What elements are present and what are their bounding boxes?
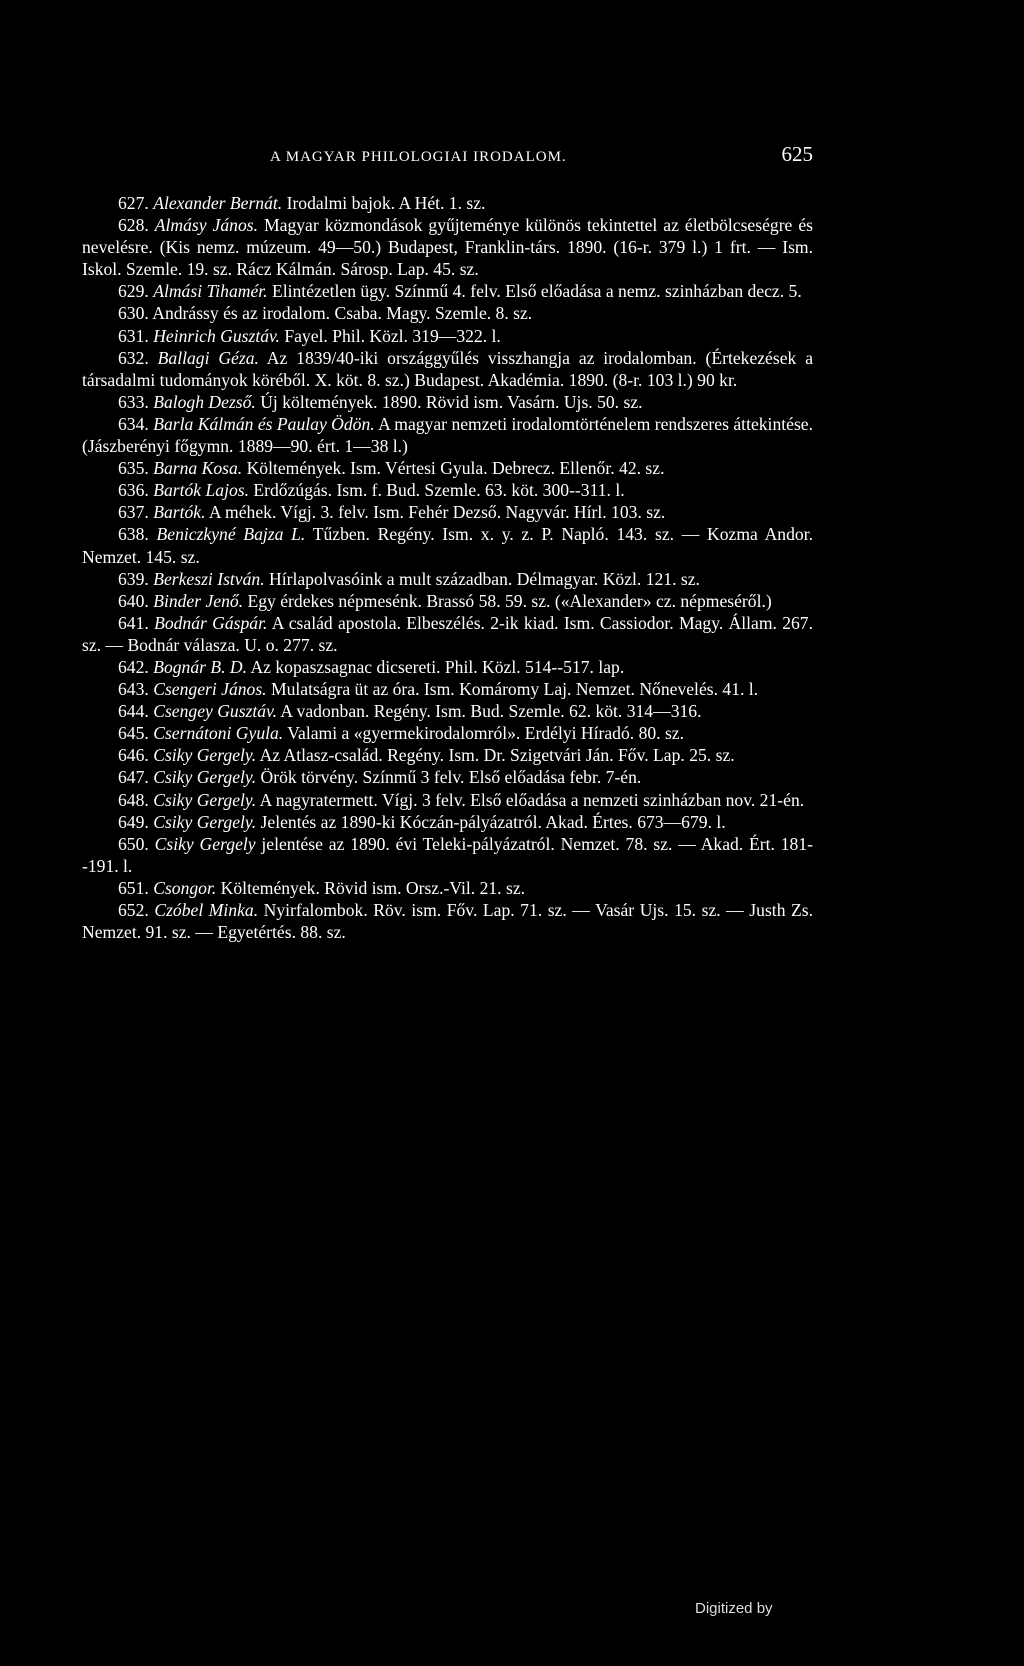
bibliography-entry	[82, 479, 813, 501]
page-number: 625	[781, 142, 813, 166]
entry-author: Almási Tihamér.	[153, 281, 268, 302]
entry-author: Barna Kosa.	[153, 458, 243, 479]
entry-description: Költemények. Rövid ism. Orsz.-Vil. 21. sz.	[216, 877, 526, 898]
running-head	[270, 142, 813, 167]
entry-description: Az kopaszsagnac dicsereti. Phil. Közl. 514--517. lap.	[247, 656, 625, 677]
entry-author: Csiky Gergely.	[153, 811, 257, 832]
entry-number: 629.	[118, 281, 149, 302]
entry-author: Almásy János.	[154, 215, 259, 236]
entry-author: Csongor.	[153, 877, 217, 898]
entry-number: 627.	[118, 193, 149, 213]
bibliography-entry	[82, 877, 813, 899]
bibliography-list	[82, 192, 813, 943]
bibliography-entry	[82, 744, 813, 766]
running-title: A MAGYAR PHILOLOGIAI IRODALOM.	[270, 149, 567, 165]
entry-author: Alexander Bernát.	[153, 193, 283, 213]
bibliography-entry	[82, 192, 813, 214]
entry-number: 645.	[118, 723, 149, 744]
bibliography-entry	[82, 568, 813, 590]
entry-description: Új költemények. 1890. Rövid ism. Vasárn. Ujs. 50. sz.	[255, 391, 643, 412]
bibliography-entry	[82, 656, 813, 678]
bibliography-entry	[82, 214, 813, 280]
entry-author: Csiky Gergely	[154, 833, 256, 854]
entry-author: Barla Kálmán és Paulay Ödön.	[153, 413, 375, 434]
bibliography-entry	[82, 789, 813, 811]
entry-author: Binder Jenő.	[153, 590, 244, 611]
entry-number: 648.	[118, 789, 149, 810]
entry-number: 641.	[118, 612, 149, 633]
entry-number: 642.	[118, 656, 149, 677]
entry-number: 639.	[118, 568, 149, 589]
entry-number: 643.	[118, 679, 149, 700]
bibliography-entry	[82, 590, 813, 612]
entry-number: 646.	[118, 745, 149, 766]
entry-description: A nagyratermett. Vígj. 3 felv. Első előadása a nemzeti szinházban nov. 21-én.	[256, 789, 805, 810]
entry-number: 630.	[118, 303, 149, 324]
entry-author: Bartók Lajos.	[153, 480, 249, 501]
entry-description: Magyar közmondások gyűjteménye különös tekintettel az életbölcseségre és nevelésre. (Kis nemz. múzeum. 49—50.) Budapest, Franklin-társ. 1890. (16-r. 379 l.) 1 frt. — Ism. Iskol. Szemle. 19. sz. Rácz Kálmán. Sárosp. Lap. 45. sz.	[82, 215, 813, 280]
entry-description: Tűzben. Regény. Ism. x. y. z. P. Napló. 143. sz. — Kozma Andor. Nemzet. 145. sz.	[82, 524, 813, 567]
entry-description: Valami a «gyermekirodalomról». Erdélyi Híradó. 80. sz.	[283, 723, 685, 744]
entry-description: Hírlapolvasóink a mult században. Délmagyar. Közl. 121. sz.	[264, 568, 700, 589]
entry-number: 638.	[118, 524, 149, 545]
entry-description: Az Atlasz-család. Regény. Ism. Dr. Szigetvári Ján. Főv. Lap. 25. sz.	[256, 745, 735, 766]
bibliography-entry	[82, 523, 813, 567]
entry-number: 647.	[118, 767, 149, 788]
entry-description: A vadonban. Regény. Ism. Bud. Szemle. 62. köt. 314—316.	[277, 701, 702, 722]
entry-description: jelentése az 1890. évi Teleki-pályázatról. Nemzet. 78. sz. — Akad. Ért. 181--191. l.	[82, 833, 814, 876]
entry-author: Bognár B. D.	[153, 656, 248, 677]
entry-author: Bartók.	[153, 502, 206, 523]
entry-description: Egy érdekes népmesénk. Brassó 58. 59. sz. («Alexander» cz. népmeséről.)	[243, 590, 772, 611]
entry-description: Erdőzúgás. Ism. f. Bud. Szemle. 63. köt. 300--311. l.	[249, 480, 625, 501]
entry-number: 650.	[118, 833, 149, 854]
bibliography-entry	[82, 811, 813, 833]
entry-number: 651.	[118, 877, 149, 898]
bibliography-entry	[82, 833, 813, 877]
entry-description: Örök törvény. Színmű 3 felv. Első előadása febr. 7-én.	[256, 767, 642, 788]
entry-author: Csengeri János.	[153, 679, 267, 700]
entry-author: Csiky Gergely.	[153, 745, 257, 766]
entry-description: Andrássy és az irodalom. Csaba. Magy. Szemle. 8. sz.	[152, 303, 533, 324]
entry-author: Csiky Gergely.	[153, 789, 257, 810]
entry-author: Csernátoni Gyula.	[153, 723, 284, 744]
entry-description: Az 1839/40-iki országgyűlés visszhangja az irodalomban. (Értekezések a társadalmi tudományok köréből. X. köt. 8. sz.) Budapest. Akadémia. 1890. (8-r. 103 l.) 90 kr.	[82, 347, 813, 390]
entry-description: Költemények. Ism. Vértesi Gyula. Debrecz. Ellenőr. 42. sz.	[242, 458, 665, 479]
entry-author: Czóbel Minka.	[154, 900, 259, 920]
entry-description: Elintézetlen ügy. Színmű 4. felv. Első előadása a nemz. szinházban decz. 5.	[267, 281, 802, 302]
entry-author: Bodnár Gáspár.	[154, 612, 268, 633]
entry-number: 634.	[118, 413, 149, 434]
entry-description: A magyar nemzeti irodalomtörténelem rendszeres áttekintése. (Jászberényi főgymn. 1889—90. ért. 1—38 l.)	[82, 413, 813, 457]
entry-author: Berkeszi István.	[153, 568, 265, 589]
entry-description: Fayel. Phil. Közl. 319—322. l.	[279, 325, 501, 346]
bibliography-entry	[82, 325, 813, 347]
entry-author: Balogh Dezső.	[153, 391, 256, 412]
bibliography-entry	[82, 678, 813, 700]
bibliography-entry	[82, 280, 813, 302]
entry-author: Csiky Gergely.	[153, 767, 257, 788]
entry-author: Ballagi Géza.	[157, 347, 259, 368]
bibliography-entry	[82, 700, 813, 722]
bibliography-entry	[82, 722, 813, 744]
entry-number: 633.	[118, 391, 149, 412]
entry-author: Csengey Gusztáv.	[153, 701, 277, 722]
entry-number: 644.	[118, 701, 149, 722]
entry-number: 631.	[118, 325, 149, 346]
entry-description: Mulatságra üt az óra. Ism. Komáromy Laj. Nemzet. Nőnevelés. 41. l.	[266, 679, 759, 700]
entry-number: 635.	[118, 458, 149, 479]
bibliography-entry	[82, 766, 813, 788]
entry-number: 640.	[118, 590, 149, 611]
entry-description: Nyirfalombok. Röv. ism. Főv. Lap. 71. sz. — Vasár Ujs. 15. sz. — Justh Zs. Nemzet. 91. sz. — Egyetértés. 88. sz.	[82, 900, 814, 943]
bibliography-entry	[82, 391, 813, 413]
entry-description: A család apostola. Elbeszélés. 2-ik kiad. Ism. Cassiodor. Magy. Állam. 267. sz. — Bodnár válasza. U. o. 277. sz.	[82, 612, 814, 655]
entry-description: A méhek. Vígj. 3. felv. Ism. Fehér Dezső. Nagyvár. Hírl. 103. sz.	[205, 502, 666, 523]
bibliography-entry	[82, 347, 813, 391]
entry-author: Heinrich Gusztáv.	[153, 325, 280, 346]
entry-author: Beniczkyné Bajza L.	[156, 524, 306, 545]
bibliography-entry	[82, 501, 813, 523]
entry-number: 649.	[118, 811, 149, 832]
bibliography-entry	[82, 413, 813, 457]
entry-description: Jelentés az 1890-ki Kóczán-pályázatról. Akad. Értes. 673—679. l.	[256, 811, 726, 832]
entry-number: 628.	[118, 215, 149, 236]
bibliography-entry	[82, 457, 813, 479]
entry-number: 652.	[118, 900, 149, 920]
entry-description: Irodalmi bajok. A Hét. 1. sz.	[282, 193, 486, 213]
entry-number: 632.	[118, 347, 149, 368]
bibliography-entry	[82, 899, 813, 943]
bibliography-entry	[82, 302, 813, 324]
entry-number: 637.	[118, 502, 149, 523]
entry-number: 636.	[118, 480, 149, 501]
digitized-by-watermark: Digitized by	[695, 1600, 773, 1617]
bibliography-entry	[82, 612, 813, 656]
